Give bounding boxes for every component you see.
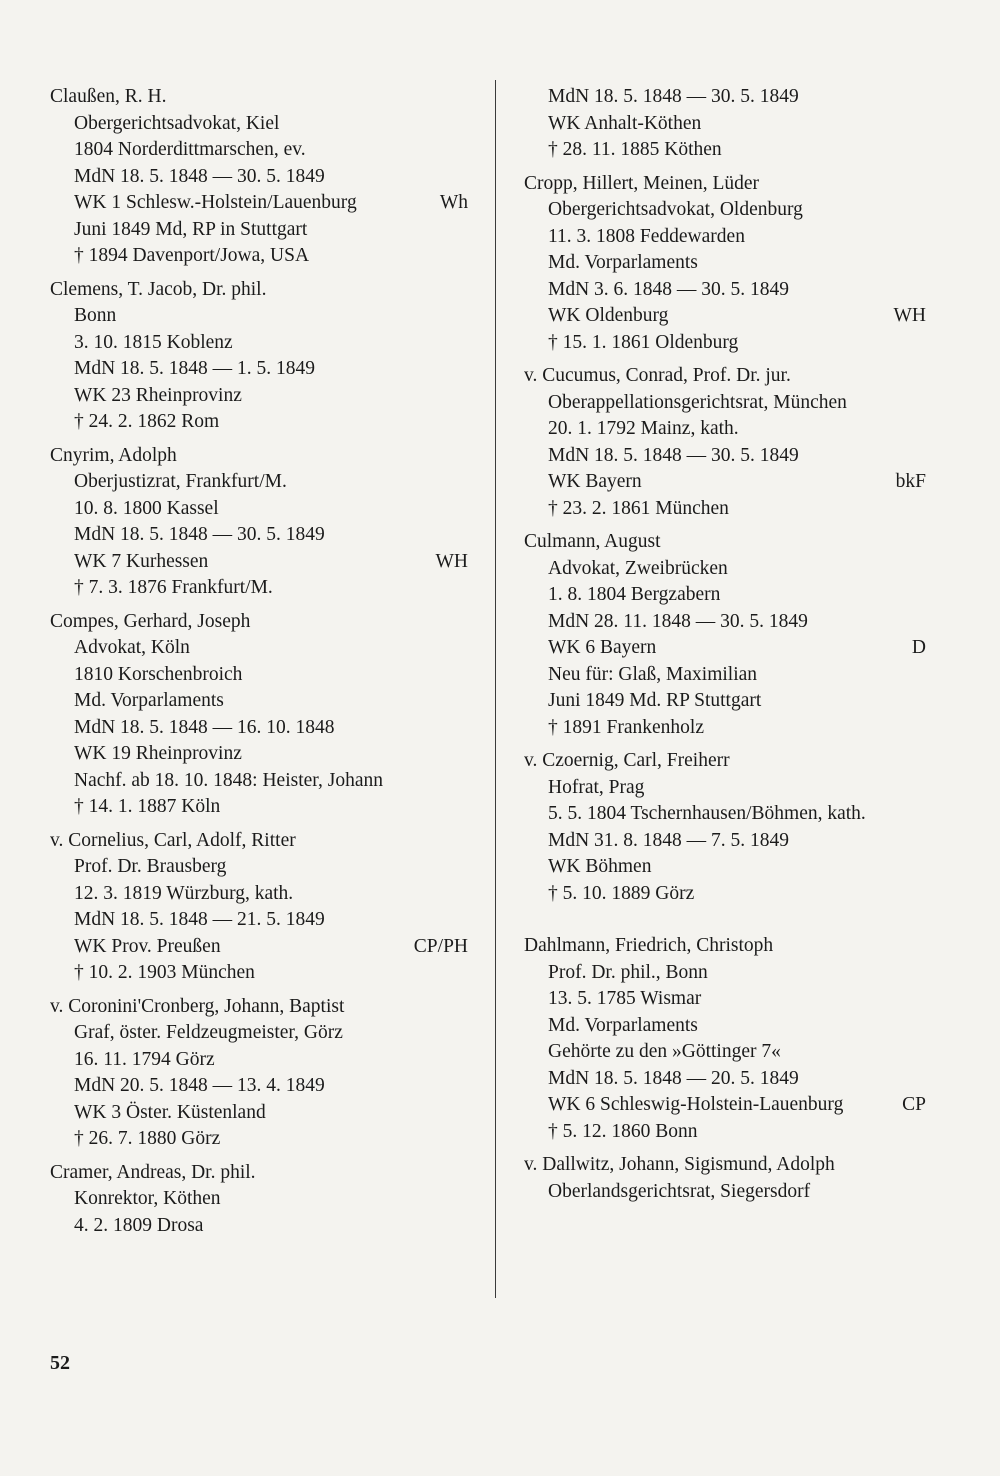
- entry-detail-text: 11. 3. 1808 Feddewarden: [548, 225, 745, 247]
- entry-detail-text: Obergerichtsadvokat, Oldenburg: [548, 199, 803, 220]
- entry-detail-line: [50, 330, 468, 357]
- faction-tag: D: [911, 637, 926, 658]
- entry-detail-line: [50, 662, 468, 689]
- entry-detail-line: [524, 881, 926, 908]
- register-entry: [50, 994, 468, 1153]
- register-entry: [524, 933, 926, 1145]
- entry-detail-text: † 1891 Frankenholz: [548, 716, 704, 738]
- register-entry: [524, 363, 926, 522]
- entry-detail-line: [50, 111, 468, 138]
- entry-detail-text: Juni 1849 Md. RP Stuttgart: [548, 690, 762, 711]
- entry-detail-line: [524, 715, 926, 742]
- entry-detail-text: Neu für: Glaß, Maximilian: [548, 663, 758, 685]
- entry-detail-text: 16. 11. 1794 Görz: [74, 1048, 215, 1070]
- entry-detail-line: [50, 907, 468, 934]
- faction-tag: bkF: [895, 471, 926, 492]
- entry-detail-text: MdN 3. 6. 1848 — 30. 5. 1849: [548, 278, 790, 300]
- entry-detail-line: [524, 801, 926, 828]
- entry-detail-line: [524, 250, 926, 277]
- entry-detail-text: MdN 18. 5. 1848 — 20. 5. 1849: [548, 1067, 799, 1089]
- entry-detail-line: [524, 828, 926, 855]
- entry-detail-text: † 23. 2. 1861 München: [548, 497, 729, 519]
- entry-detail-line: [524, 303, 926, 330]
- entry-detail-text: Oberlandsgerichtsrat, Siegersdorf: [548, 1180, 811, 1202]
- entry-detail-line: [524, 496, 926, 523]
- entry-detail-line: [524, 775, 926, 802]
- entry-detail-line: [524, 854, 926, 881]
- entry-detail-text: Oberjustizrat, Frankfurt/M.: [74, 471, 287, 492]
- entry-detail-text: WK 7 Kurhessen: [74, 550, 209, 572]
- entry-detail-text: MdN 18. 5. 1848 — 30. 5. 1849: [74, 524, 325, 545]
- entry-detail-line: [50, 356, 468, 383]
- entry-detail-line: [524, 1119, 926, 1146]
- entry-detail-line: [524, 635, 926, 662]
- entry-detail-line: [524, 137, 926, 164]
- entry-detail-text: 1804 Norderdittmarschen, ev.: [74, 139, 306, 160]
- entry-detail-line: [50, 190, 468, 217]
- entry-detail-text: Konrektor, Köthen: [74, 1188, 221, 1209]
- entry-detail-text: † 28. 11. 1885 Köthen: [548, 139, 722, 160]
- entry-detail-text: 10. 8. 1800 Kassel: [74, 497, 219, 519]
- entry-detail-text: Bonn: [74, 305, 117, 326]
- entry-detail-line: [50, 1213, 468, 1240]
- entry-detail-text: Advokat, Zweibrücken: [548, 557, 728, 579]
- entry-detail-line: [50, 635, 468, 662]
- entry-detail-text: MdN 18. 5. 1848 — 1. 5. 1849: [74, 358, 316, 379]
- entry-detail-line: [524, 330, 926, 357]
- register-entry: [524, 1152, 926, 1205]
- entry-detail-text: 1. 8. 1804 Bergzabern: [548, 584, 721, 605]
- entry-name: v. Cornelius, Carl, Adolf, Ritter: [50, 829, 296, 851]
- entry-name: Dahlmann, Friedrich, Christoph: [524, 935, 774, 956]
- register-entry: [50, 828, 468, 987]
- entry-detail-text: MdN 28. 11. 1848 — 30. 5. 1849: [548, 610, 808, 632]
- entry-detail-line: [524, 197, 926, 224]
- entry-detail-text: † 26. 7. 1880 Görz: [74, 1128, 221, 1149]
- entry-detail-line: [524, 960, 926, 987]
- faction-tag: Wh: [439, 192, 468, 213]
- entry-detail-line: [524, 1179, 926, 1206]
- entry-name: v. Czoernig, Carl, Freiherr: [524, 750, 730, 771]
- entry-detail-text: Hofrat, Prag: [548, 776, 645, 798]
- entry-detail-line: [50, 496, 468, 523]
- page-number: 52: [50, 1352, 70, 1374]
- entry-detail-line: [50, 854, 468, 881]
- entry-detail-line: [50, 469, 468, 496]
- entry-detail-line: [524, 224, 926, 251]
- entry-detail-text: Graf, öster. Feldzeugmeister, Görz: [74, 1022, 343, 1043]
- entry-detail-line: [50, 217, 468, 244]
- register-entry: [50, 277, 468, 436]
- entry-detail-line: [524, 582, 926, 609]
- entry-detail-text: WK Anhalt-Köthen: [548, 112, 702, 134]
- register-entry: [50, 84, 468, 270]
- entry-detail-text: Nachf. ab 18. 10. 1848: Heister, Johann: [74, 769, 383, 791]
- entry-detail-text: Gehörte zu den »Göttinger 7«: [548, 1041, 781, 1062]
- entry-detail-text: WK 1 Schlesw.-Holstein/Lauenburg: [74, 192, 357, 213]
- entry-detail-text: † 14. 1. 1887 Köln: [74, 796, 221, 817]
- entry-detail-line: [524, 1039, 926, 1066]
- entry-detail-line: [50, 1186, 468, 1213]
- entry-detail-text: 20. 1. 1792 Mainz, kath.: [548, 418, 739, 439]
- entry-detail-line: [50, 243, 468, 270]
- entry-detail-line: [524, 609, 926, 636]
- entry-detail-line: [50, 575, 468, 602]
- entry-detail-text: 1810 Korschenbroich: [74, 663, 243, 685]
- entry-name: Claußen, R. H.: [50, 86, 167, 107]
- entry-detail-line: [50, 688, 468, 715]
- entry-detail-line: [524, 1066, 926, 1093]
- entry-detail-line: [524, 1013, 926, 1040]
- faction-tag: CP: [902, 1094, 926, 1115]
- entry-detail-text: † 15. 1. 1861 Oldenburg: [548, 331, 739, 353]
- entry-name: v. Coronini'Cronberg, Johann, Baptist: [50, 995, 345, 1017]
- entry-detail-text: WK Bayern: [548, 471, 642, 492]
- entry-detail-line: [50, 164, 468, 191]
- entry-detail-line: [50, 715, 468, 742]
- register-entry: [50, 1160, 468, 1240]
- entry-detail-line: [50, 960, 468, 987]
- register-entry: [524, 171, 926, 357]
- entry-detail-text: WK 23 Rheinprovinz: [74, 384, 242, 406]
- entry-detail-text: 4. 2. 1809 Drosa: [74, 1214, 204, 1236]
- entry-detail-text: Juni 1849 Md, RP in Stuttgart: [74, 218, 308, 240]
- entry-detail-line: [50, 137, 468, 164]
- entry-name: Compes, Gerhard, Joseph: [50, 610, 251, 632]
- entry-detail-text: MdN 18. 5. 1848 — 21. 5. 1849: [74, 909, 325, 930]
- entry-detail-text: Prof. Dr. phil., Bonn: [548, 961, 708, 983]
- entry-detail-line: [524, 111, 926, 138]
- register-entry: [50, 609, 468, 821]
- entry-detail-text: WK Böhmen: [548, 856, 652, 877]
- entry-detail-text: Prof. Dr. Brausberg: [74, 856, 227, 877]
- entry-detail-line: [524, 443, 926, 470]
- entry-detail-text: † 7. 3. 1876 Frankfurt/M.: [74, 577, 273, 598]
- entry-detail-text: 5. 5. 1804 Tschernhausen/Böhmen, kath.: [548, 803, 866, 824]
- entry-detail-text: WK 3 Öster. Küstenland: [74, 1101, 266, 1123]
- entry-detail-line: [524, 277, 926, 304]
- entry-detail-text: WK 6 Bayern: [548, 637, 657, 658]
- entry-detail-text: † 1894 Davenport/Jowa, USA: [74, 245, 310, 266]
- entry-detail-text: Obergerichtsadvokat, Kiel: [74, 112, 280, 134]
- entry-detail-line: [50, 934, 468, 961]
- entry-detail-line: [50, 409, 468, 436]
- entry-detail-text: † 10. 2. 1903 München: [74, 962, 255, 983]
- entry-detail-line: [50, 522, 468, 549]
- entry-detail-text: MdN 18. 5. 1848 — 30. 5. 1849: [548, 444, 799, 466]
- column-divider: [495, 80, 496, 1298]
- entry-detail-line: [524, 390, 926, 417]
- entry-detail-text: MdN 18. 5. 1848 — 30. 5. 1849: [74, 165, 325, 187]
- entry-detail-line: [524, 84, 926, 111]
- entry-detail-text: MdN 18. 5. 1848 — 16. 10. 1848: [74, 716, 335, 738]
- entry-name: Culmann, August: [524, 531, 661, 552]
- entry-detail-line: [524, 688, 926, 715]
- register-entry: [524, 529, 926, 741]
- entry-detail-line: [524, 1092, 926, 1119]
- entry-detail-line: [50, 768, 468, 795]
- entry-detail-line: [50, 1047, 468, 1074]
- entry-detail-text: WK Oldenburg: [548, 305, 669, 326]
- entry-detail-text: WK 19 Rheinprovinz: [74, 743, 242, 764]
- entry-detail-line: [524, 556, 926, 583]
- faction-tag: WH: [435, 550, 468, 572]
- entry-name: Clemens, T. Jacob, Dr. phil.: [50, 278, 267, 300]
- entry-detail-line: [50, 303, 468, 330]
- entry-detail-text: Md. Vorparlaments: [548, 1014, 698, 1036]
- register-entry: [524, 748, 926, 907]
- entry-detail-text: Md. Vorparlaments: [74, 690, 224, 711]
- entry-detail-line: [50, 1126, 468, 1153]
- entry-detail-text: WK 6 Schleswig-Holstein-Lauenburg: [548, 1094, 844, 1115]
- entry-detail-line: [50, 1100, 468, 1127]
- entry-detail-text: Advokat, Köln: [74, 637, 190, 658]
- entry-detail-line: [50, 1020, 468, 1047]
- entry-detail-line: [524, 986, 926, 1013]
- entry-detail-text: MdN 18. 5. 1848 — 30. 5. 1849: [548, 86, 799, 107]
- entry-detail-text: MdN 31. 8. 1848 — 7. 5. 1849: [548, 829, 790, 851]
- entry-detail-text: 12. 3. 1819 Würzburg, kath.: [74, 882, 294, 904]
- right-column: [524, 84, 926, 1212]
- entry-detail-text: 13. 5. 1785 Wismar: [548, 988, 702, 1009]
- entry-detail-line: [50, 794, 468, 821]
- entry-detail-text: WK Prov. Preußen: [74, 935, 221, 957]
- entry-detail-text: † 5. 12. 1860 Bonn: [548, 1120, 698, 1142]
- entry-detail-line: [50, 1073, 468, 1100]
- entry-detail-line: [524, 662, 926, 689]
- entry-detail-line: [50, 881, 468, 908]
- register-entry: [524, 84, 926, 164]
- entry-detail-line: [50, 383, 468, 410]
- entry-detail-line: [524, 469, 926, 496]
- entry-name: Cropp, Hillert, Meinen, Lüder: [524, 172, 760, 194]
- entry-name: v. Dallwitz, Johann, Sigismund, Adolph: [524, 1154, 835, 1175]
- entry-name: Cnyrim, Adolph: [50, 444, 177, 466]
- entry-detail-text: 3. 10. 1815 Koblenz: [74, 331, 233, 353]
- faction-tag: WH: [893, 305, 926, 326]
- entry-name: Cramer, Andreas, Dr. phil.: [50, 1161, 256, 1183]
- entry-detail-line: [50, 741, 468, 768]
- entry-detail-text: † 24. 2. 1862 Rom: [74, 411, 220, 432]
- entry-detail-text: Md. Vorparlaments: [548, 252, 698, 273]
- entry-detail-text: Oberappellationsgerichtsrat, München: [548, 391, 847, 413]
- left-column: [50, 84, 468, 1246]
- entry-detail-text: MdN 20. 5. 1848 — 13. 4. 1849: [74, 1075, 325, 1096]
- entry-detail-text: † 5. 10. 1889 Görz: [548, 882, 695, 904]
- entry-detail-line: [50, 549, 468, 576]
- entry-detail-line: [524, 416, 926, 443]
- faction-tag: CP/PH: [413, 935, 468, 957]
- entry-name: v. Cucumus, Conrad, Prof. Dr. jur.: [524, 365, 791, 386]
- register-entry: [50, 443, 468, 602]
